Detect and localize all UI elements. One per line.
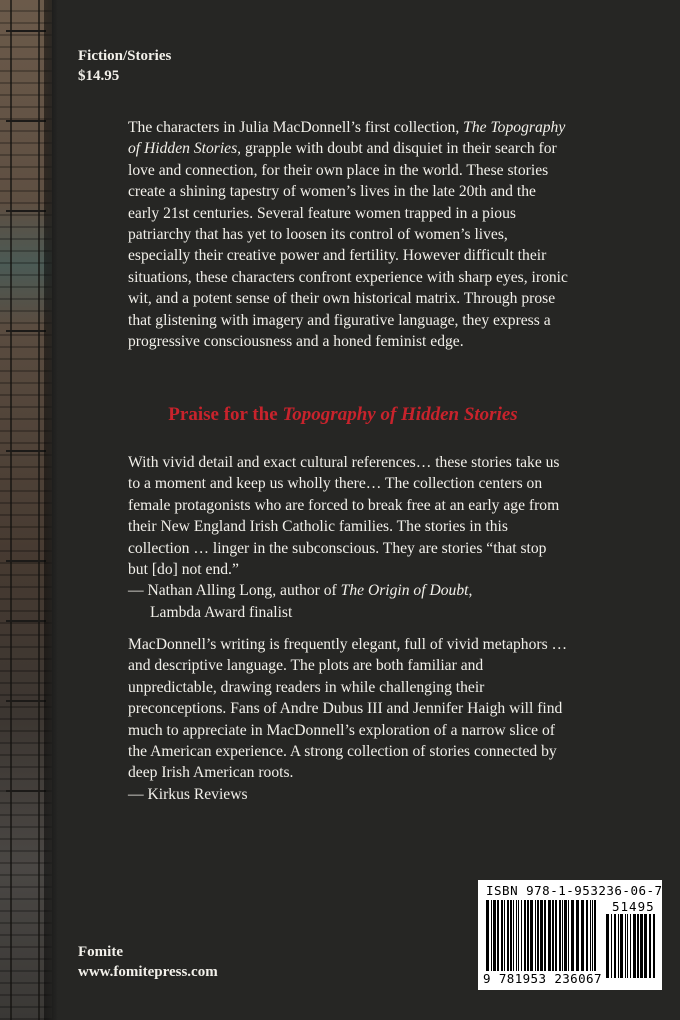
barcode-bar <box>633 914 636 978</box>
barcode-bar <box>524 900 526 978</box>
barcode-bar <box>649 914 651 978</box>
publisher-name: Fomite <box>78 944 123 960</box>
publisher-url: www.fomitepress.com <box>78 964 218 980</box>
barcode-bar <box>606 914 609 978</box>
description-intro: The characters in Julia MacDonnell’s first collection, <box>128 119 464 136</box>
barcode-bar <box>611 914 612 978</box>
barcode-bar <box>535 900 536 978</box>
publisher-info <box>78 942 218 982</box>
genre-label: Fiction/Stories <box>78 48 172 64</box>
review-long-award: Lambda Award finalist <box>150 603 293 621</box>
review-kirkus-text: MacDonnell’s writing is frequently elegant, full of vivid metaphors … and descriptive language. The plots are both familiar and unpredictable, drawing readers in while challenging their preconceptions. Fans of Andre Dubus III and Jennifer Haigh will find much to appreciate in MacDonnell’s exploration of a narrow slice of the American experience. A strong collection of stories connected by deep Irish American roots. <box>128 636 568 782</box>
praise-heading-prefix: Praise for the <box>168 404 283 425</box>
barcode-bar <box>518 900 519 978</box>
barcode-bar <box>491 900 492 978</box>
barcode-bar <box>513 900 514 978</box>
barcode-bar <box>507 900 509 978</box>
review-long-author: — Nathan Alling Long, author of <box>128 582 341 600</box>
barcode-bar <box>548 900 551 978</box>
barcode-bar <box>618 914 619 978</box>
barcode-bar <box>620 914 623 978</box>
isbn-label: ISBN 978-1-953236-06-7 <box>486 883 663 898</box>
barcode-bar <box>544 900 546 978</box>
praise-heading-title: Topography of Hidden Stories <box>282 404 518 425</box>
barcode-bar <box>590 900 591 978</box>
barcode-bar <box>486 900 489 978</box>
barcode-bar <box>555 900 557 978</box>
isbn-barcode <box>478 880 662 990</box>
barcode-bar <box>521 900 522 978</box>
description-paragraph <box>128 117 568 352</box>
ean-barcode-bars <box>486 900 600 978</box>
barcode-bar <box>493 900 496 978</box>
review-kirkus <box>128 634 568 805</box>
barcode-bar <box>540 900 543 978</box>
barcode-bar <box>653 914 655 978</box>
barcode-bar <box>497 900 499 978</box>
book-description <box>128 117 568 352</box>
photo-edge-shadow <box>44 0 58 1020</box>
barcode-bar <box>640 914 643 978</box>
barcode-bar <box>564 900 567 978</box>
barcode-bar <box>594 900 596 978</box>
barcode-bar <box>501 900 503 978</box>
review-long-attribution <box>128 580 568 601</box>
barcode-bar <box>586 900 588 978</box>
barcode-bar <box>530 900 533 978</box>
barcode-bar <box>630 914 631 978</box>
barcode-bar <box>644 914 647 978</box>
barcode-bar <box>592 900 593 978</box>
genre-and-price <box>78 46 171 86</box>
barcode-bar <box>581 900 584 978</box>
barcode-bar <box>637 914 639 978</box>
barcode-bar <box>516 900 517 978</box>
review-kirkus-attribution: — Kirkus Reviews <box>128 785 248 803</box>
barcode-bar <box>568 900 569 978</box>
price-label: $14.95 <box>78 68 120 84</box>
barcode-bar <box>571 900 574 978</box>
barcode-bar <box>576 900 579 978</box>
barcode-bar <box>552 900 554 978</box>
ean-digits: 9 781953 236067 <box>483 971 602 986</box>
barcode-bar <box>559 900 561 978</box>
barcode-bar <box>527 900 529 978</box>
barcode-bar <box>614 914 616 978</box>
review-long-author-book: The Origin of Doubt <box>340 582 469 600</box>
barcode-bar <box>510 900 512 978</box>
price-addon-code: 51495 <box>612 899 655 914</box>
praise-heading <box>128 404 558 426</box>
barcode-bar <box>504 900 505 978</box>
description-book-title: The Topography of Hidden Stories <box>128 119 566 158</box>
description-body: , grapple with doubt and disquiet in their search for love and connection, for their own place in the world. These stories create a shining tapestry of women’s lives in the late 20th and the early 21st centuries. Several feature women trapped in a pious patriarchy that has yet to loosen its control of women’s lives, especially their creative power and fertility. However difficult their situations, these characters confront experience with sharp eyes, ironic wit, and a potent sense of their own historical matrix. Through prose that glistening with imagery and figurative language, they express a progressive consciousness and a honed feminist edge. <box>128 140 568 351</box>
review-long <box>128 452 568 623</box>
barcode-bar <box>625 914 626 978</box>
review-long-author-comma: , <box>468 582 473 600</box>
barcode-bar <box>562 900 563 978</box>
addon-barcode-bars <box>606 914 656 978</box>
barcode-bar <box>537 900 539 978</box>
barcode-bar <box>627 914 628 978</box>
review-long-text: With vivid detail and exact cultural references… these stories take us to a moment and keep us wholly there… The collection centers on female protagonists who are forced to break free at an early age from their New England Irish Catholic families. The stories in this collection … linger in the subconscious. They are stories “that stop but [do] not end.” <box>128 454 560 579</box>
